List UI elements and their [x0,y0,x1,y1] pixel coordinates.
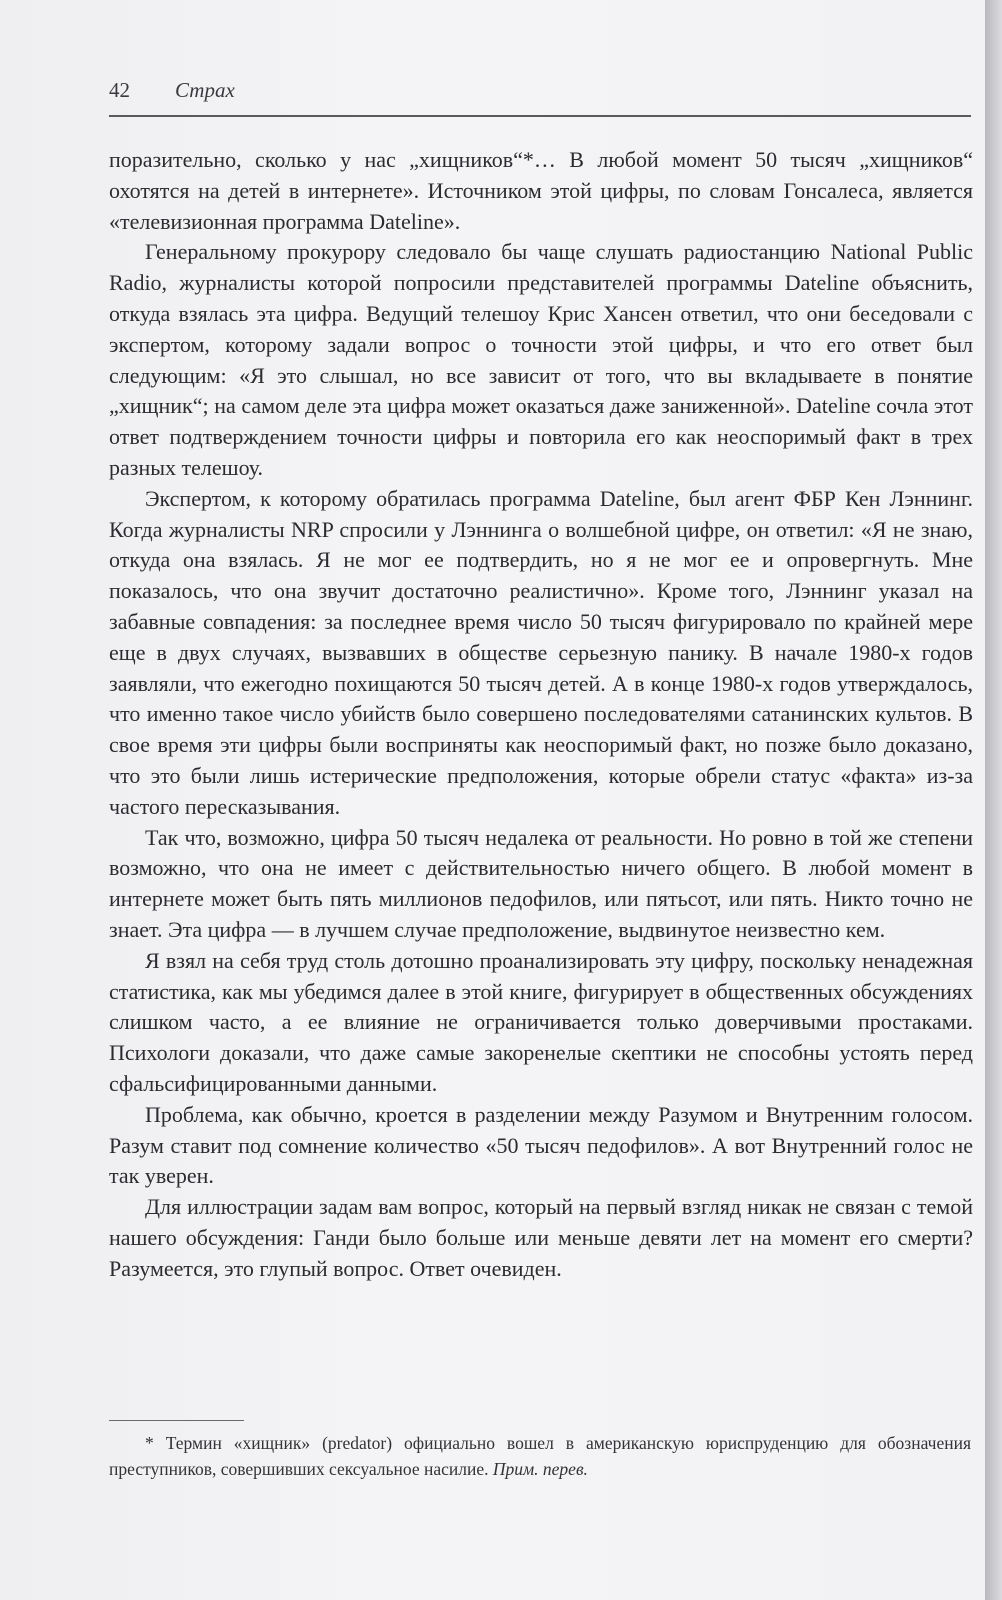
page-number: 42 [109,78,130,102]
header-rule [109,115,971,117]
paragraph: Проблема, как обычно, кроется в разделении между Разумом и Внутренним голосом. Разум ставит под сомнение количество «50 тысяч педофилов». А вот Внутренний голос не так уверен. [109,1101,973,1189]
body-text [109,145,973,1284]
paragraph: Я взял на себя труд столь дотошно проанализировать эту цифру, поскольку ненадежная статистика, как мы убедимся далее в этой книге, фигурирует в общественных обсуждениях слишком часто, а ее влияние не ограничивается только доверчивыми простаками. Психологи доказали, что даже самые закоренелые скептики не способны устоять перед сфальсифицированными данными. [109,947,973,1096]
running-title: Страх [175,78,235,102]
paragraph: Так что, возможно, цифра 50 тысяч недалека от реальности. Но ровно в той же степени возможно, что она не имеет с действительностью ничего общего. В любой момент в интернете может быть пять миллионов педофилов, или пятьсот, или пять. Никто точно не знает. Эта цифра — в лучшем случае предположение, выдвинутое неизвестно кем. [109,824,973,942]
footnote-text: * Термин «хищник» (predator) официально вошел в американскую юриспруденцию для обозначения преступников, совершивших сексуальное насилие. [109,1433,971,1479]
paragraph-continued: поразительно, сколько у нас „хищников“*… В любой момент 50 тысяч „хищников“ охотятся на детей в интернете». Источником этой цифры, по словам Гонсалеса, является «телевизионная программа Dateline». [109,147,973,234]
page-edge [985,0,1002,1600]
translator-note: Прим. перев. [492,1459,588,1479]
paragraph: Для иллюстрации задам вам вопрос, который на первый взгляд никак не связан с темой нашего обсуждения: Ганди было больше или меньше девяти лет на момент его смерти? Разумеется, это глупый вопрос. Ответ очевиден. [109,1194,973,1281]
footnote [109,1430,971,1482]
paragraph: Генеральному прокурору следовало бы чаще слушать радиостанцию National Public Radio, журналисты которой попросили представителей программы Dateline объяснить, откуда взялась эта цифра. Ведущий телешоу Крис Хансен ответил, что они беседовали с экспертом, которому задали вопрос о точности этой цифры, и что его ответ был следующим: «Я это слышал, но все зависит от того, что вы вкладываете в понятие „хищник“; на самом деле эта цифра может оказаться даже заниженной». Dateline сочла этот ответ подтверждением точности цифры и повторила его как неоспоримый факт в трех разных телешоу. [109,239,973,480]
footnote-rule [109,1420,244,1421]
page-header [109,78,971,108]
paragraph: Экспертом, к которому обратилась программа Dateline, был агент ФБР Кен Лэннинг. Когда журналисты NRP спросили у Лэннинга о волшебной цифре, он ответил: «Я не знаю, откуда она взялась. Я не мог ее подтвердить, но я не мог ее и опровергнуть. Мне показалось, что она звучит достаточно реалистично». Кроме того, Лэннинг указал на забавные совпадения: за последнее время число 50 тысяч фигурировало по крайней мере еще в двух случаях, вызвавших в обществе серьезную панику. В начале 1980-х годов заявляли, что ежегодно похищаются 50 тысяч детей. А в конце 1980-х годов утверждалось, что именно такое число убийств было совершено последователями сатанинских культов. В свое время эти цифры были восприняты как неоспоримый факт, но позже было доказано, что это были лишь истерические предположения, которые обрели статус «факта» из-за частого пересказывания. [109,485,973,819]
